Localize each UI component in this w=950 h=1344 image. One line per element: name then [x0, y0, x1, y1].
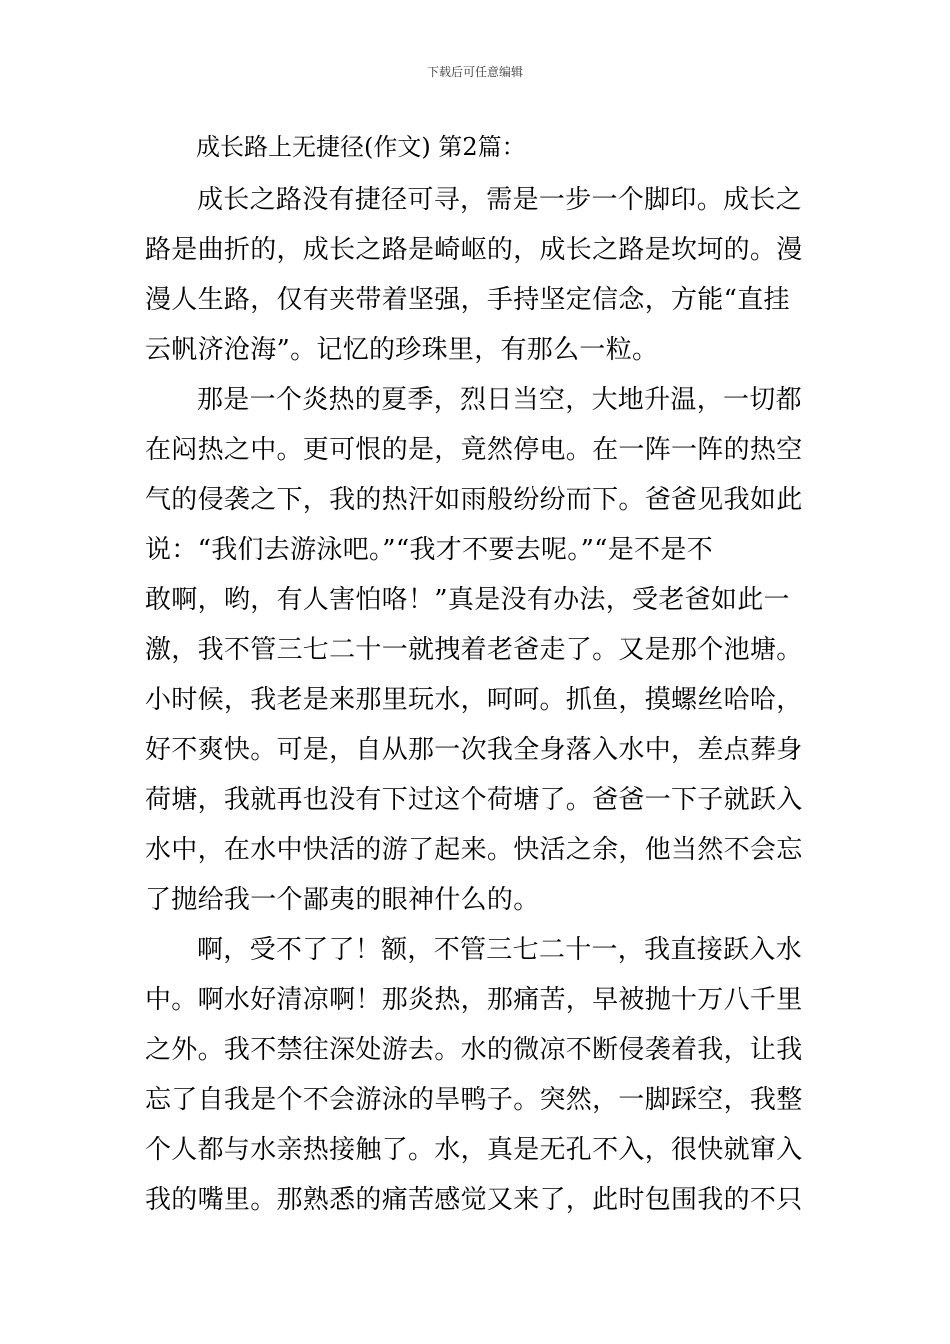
paragraph-line: 云帆济沧海”。记忆的珍珠里，有那么一粒。 [145, 335, 659, 365]
paragraph-line: 在闷热之中。更可恨的是，竟然停电。在一阵一阵的热空 [145, 435, 803, 465]
paragraph-line: 了抛给我一个鄙夷的眼神什么的。 [145, 885, 540, 915]
paragraph-line: 好不爽快。可是，自从那一次我全身落入水中，差点葬身 [145, 735, 803, 765]
paragraph-line: 敢啊，哟，有人害怕咯！”真是没有办法，受老爸如此一 [145, 585, 790, 615]
paragraph-line: 荷塘，我就再也没有下过这个荷塘了。爸爸一下子就跃入 [145, 785, 803, 815]
paragraph-line: 路是曲折的，成长之路是崎岖的，成长之路是坎坷的。漫 [145, 235, 803, 265]
paragraph-line: 之外。我不禁往深处游去。水的微凉不断侵袭着我，让我 [145, 1035, 803, 1065]
document-body [145, 175, 810, 1225]
paragraph-line: 漫人生路，仅有夹带着坚强，手持坚定信念，方能“直挂 [145, 285, 790, 315]
paragraph-line: 个人都与水亲热接触了。水，真是无孔不入，很快就窜入 [145, 1135, 803, 1165]
header-note: 下载后可任意编辑 [426, 65, 523, 79]
paragraph-line: 水中，在水中快活的游了起来。快活之余，他当然不会忘 [145, 835, 803, 865]
paragraph-line: 激，我不管三七二十一就拽着老爸走了。又是那个池塘。 [145, 635, 803, 665]
document-title: 成长路上无捷径(作文) 第2篇： [196, 133, 526, 161]
paragraph [145, 925, 810, 1225]
paragraph-line: 我的嘴里。那熟悉的痛苦感觉又来了，此时包围我的不只 [145, 1185, 803, 1215]
paragraph-line: 成长之路没有捷径可寻，需是一步一个脚印。成长之 [197, 185, 802, 215]
paragraph-line: 忘了自我是个不会游泳的旱鸭子。突然，一脚踩空，我整 [145, 1085, 803, 1115]
paragraph [145, 175, 810, 375]
paragraph-line: 那是一个炎热的夏季，烈日当空，大地升温，一切都 [197, 385, 802, 415]
paragraph [145, 375, 810, 925]
paragraph-line: 气的侵袭之下，我的热汗如雨般纷纷而下。爸爸见我如此 [145, 485, 803, 515]
paragraph-line: 小时候，我老是来那里玩水，呵呵。抓鱼，摸螺丝哈哈， [145, 685, 803, 715]
paragraph-line: 啊，受不了了！额，不管三七二十一，我直接跃入水 [197, 935, 802, 965]
paragraph-line: 说：“我们去游泳吧。”“我才不要去呢。”“是不是不 [145, 535, 713, 565]
paragraph-line: 中。啊水好清凉啊！那炎热，那痛苦，早被抛十万八千里 [145, 985, 803, 1015]
